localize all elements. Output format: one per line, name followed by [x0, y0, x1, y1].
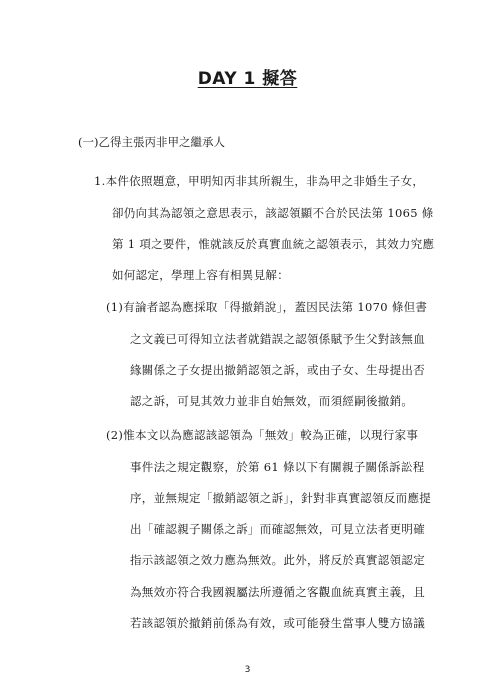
text-line-10: 事件法之規定觀察，於第 61 條以下有關親子關係訴訟程 — [130, 460, 425, 474]
section-heading: (一)乙得主張丙非甲之繼承人 — [78, 135, 225, 149]
text-line-13: 指示該認領之效力應為無效。此外，將反於真實認領認定 — [130, 553, 425, 567]
text-line-2: 卻仍向其為認領之意思表示，該認領顯不合於民法第 1065 條 — [112, 206, 434, 220]
page-number: 3 — [244, 665, 251, 675]
text-line-15: 若該認領於撤銷前係為有效，或可能發生當事人雙方協議 — [130, 616, 425, 630]
text-line-1: 1.本件依照題意，甲明知丙非其所親生，非為甲之非婚生子女， — [94, 174, 425, 188]
page-title: DAY 1 擬答 — [197, 69, 298, 89]
text-line-9: (2)惟本文以為應認該認領為「無效」較為正確，以現行家事 — [106, 428, 419, 442]
text-line-4: 如何認定，學理上容有相異見解： — [112, 268, 289, 282]
text-line-8: 認之訴，可見其效力並非自始無效，而須經嗣後撤銷。 — [130, 394, 414, 408]
text-line-5: (1)有論者認為應採取「得撤銷說」，蓋因民法第 1070 條但書 — [106, 300, 428, 314]
text-line-3: 第 1 項之要件，惟就該反於真實血統之認領表示，其效力究應 — [112, 237, 435, 251]
text-line-12: 出「確認親子關係之訴」而確認無效，可見立法者更明確 — [130, 522, 425, 536]
text-line-14: 為無效亦符合我國親屬法所遵循之客觀血統真實主義，且 — [130, 585, 425, 599]
text-line-6: 之文義已可得知立法者就錯誤之認領係賦予生父對該無血 — [130, 332, 425, 346]
text-line-11: 序，並無規定「撤銷認領之訴」，針對非真實認領反而應提 — [130, 491, 432, 505]
text-line-7: 緣關係之子女提出撤銷認領之訴，或由子女、生母提出否 — [130, 363, 425, 377]
